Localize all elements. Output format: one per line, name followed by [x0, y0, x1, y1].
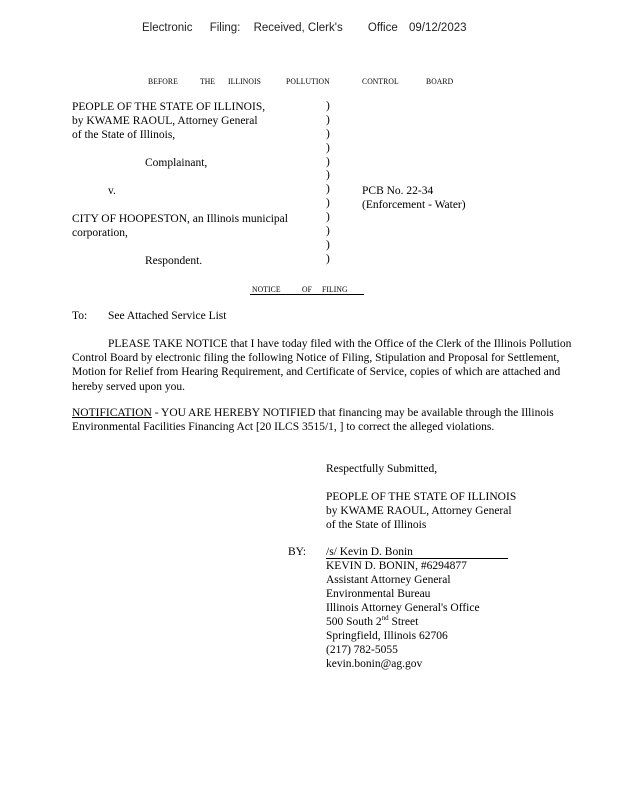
stamp-part-2: Filing: — [209, 22, 241, 34]
attorney-line: KEVIN D. BONIN, #6294877 — [326, 560, 467, 572]
plaintiff-line: of the State of Illinois, — [72, 129, 176, 141]
notice-word: FILING — [322, 284, 348, 294]
party-line: by KWAME RAOUL, Attorney General — [326, 505, 512, 517]
defendant-line: CITY OF HOOPESTON, an Illinois municipal — [72, 213, 288, 225]
paren: ) — [326, 238, 330, 251]
paren: ) — [326, 183, 330, 196]
paren: ) — [326, 211, 330, 224]
paren: ) — [326, 169, 330, 182]
notice-paragraph: PLEASE TAKE NOTICE that I have today filed with the Office of the Clerk of the Illinois Pollution Control Board by electronic filing the following Notice of Filing, Stipulation and Proposal for Settlement, Motion for Relief from Hearing Requirement, and Certificate of Service, copies of which are attached and hereby served upon you. — [72, 338, 572, 393]
street-part: 500 South 2 — [326, 616, 382, 628]
attorney-line: Environmental Bureau — [326, 588, 431, 600]
versus-label: v. — [108, 185, 116, 197]
street-address — [326, 616, 418, 629]
plaintiff-line: PEOPLE OF THE STATE OF ILLINOIS, — [72, 101, 266, 113]
paren: ) — [326, 141, 330, 154]
title-word: ILLINOIS — [228, 76, 262, 86]
signature-underline — [326, 558, 508, 559]
title-word: BOARD — [426, 76, 454, 86]
paren: ) — [326, 100, 330, 112]
paren: ) — [326, 155, 330, 168]
title-word: CONTROL — [362, 76, 399, 86]
stamp-part-4: Office — [367, 22, 398, 34]
plaintiff-line: by KWAME RAOUL, Attorney General — [72, 115, 258, 127]
paren: ) — [326, 127, 330, 140]
complainant-label: Complainant, — [145, 157, 208, 169]
notification-text: - YOU ARE HEREBY NOTIFIED that financing may be available through the Illinois Environmental Facilities Financing Act [20 ILCS 3515/1, ] to correct the alleged violations. — [72, 407, 554, 434]
notice-title-underline — [250, 294, 364, 295]
to-label: To: — [72, 310, 88, 322]
attorney-email[interactable]: kevin.bonin@ag.gov — [326, 658, 423, 670]
filing-stamp — [142, 22, 467, 35]
case-type: (Enforcement - Water) — [362, 199, 466, 211]
paren: ) — [326, 197, 330, 210]
stamp-part-1: Electronic — [142, 22, 193, 34]
street-superscript: nd — [381, 614, 389, 623]
notice-word: OF — [302, 284, 312, 294]
attorney-line: Illinois Attorney General's Office — [326, 602, 480, 614]
paren: ) — [326, 113, 330, 126]
title-word: THE — [200, 76, 216, 86]
street-part: Street — [388, 616, 419, 628]
attorney-phone: (217) 782-5055 — [326, 644, 398, 656]
title-word: POLLUTION — [286, 76, 330, 86]
party-line: PEOPLE OF THE STATE OF ILLINOIS — [326, 491, 517, 503]
by-label: BY: — [288, 546, 307, 558]
party-line: of the State of Illinois — [326, 519, 427, 531]
notice-word: NOTICE — [252, 284, 281, 294]
case-number: PCB No. 22-34 — [362, 185, 434, 197]
notification-paragraph — [72, 406, 592, 434]
closing: Respectfully Submitted, — [326, 463, 438, 475]
notification-lead: NOTIFICATION — [72, 407, 152, 419]
respondent-label: Respondent. — [145, 255, 203, 267]
signature-line: /s/ Kevin D. Bonin — [326, 546, 413, 558]
defendant-line: corporation, — [72, 227, 128, 239]
attorney-line: Springfield, Illinois 62706 — [326, 630, 448, 642]
paren: ) — [326, 225, 330, 238]
attorney-line: Assistant Attorney General — [326, 574, 451, 586]
stamp-date: 09/12/2023 — [408, 22, 467, 34]
to-value: See Attached Service List — [108, 310, 227, 322]
stamp-part-3: Received, Clerk's — [253, 22, 343, 34]
caption-parentheses — [326, 100, 330, 267]
title-word: BEFORE — [148, 76, 178, 86]
paren: ) — [326, 252, 330, 265]
